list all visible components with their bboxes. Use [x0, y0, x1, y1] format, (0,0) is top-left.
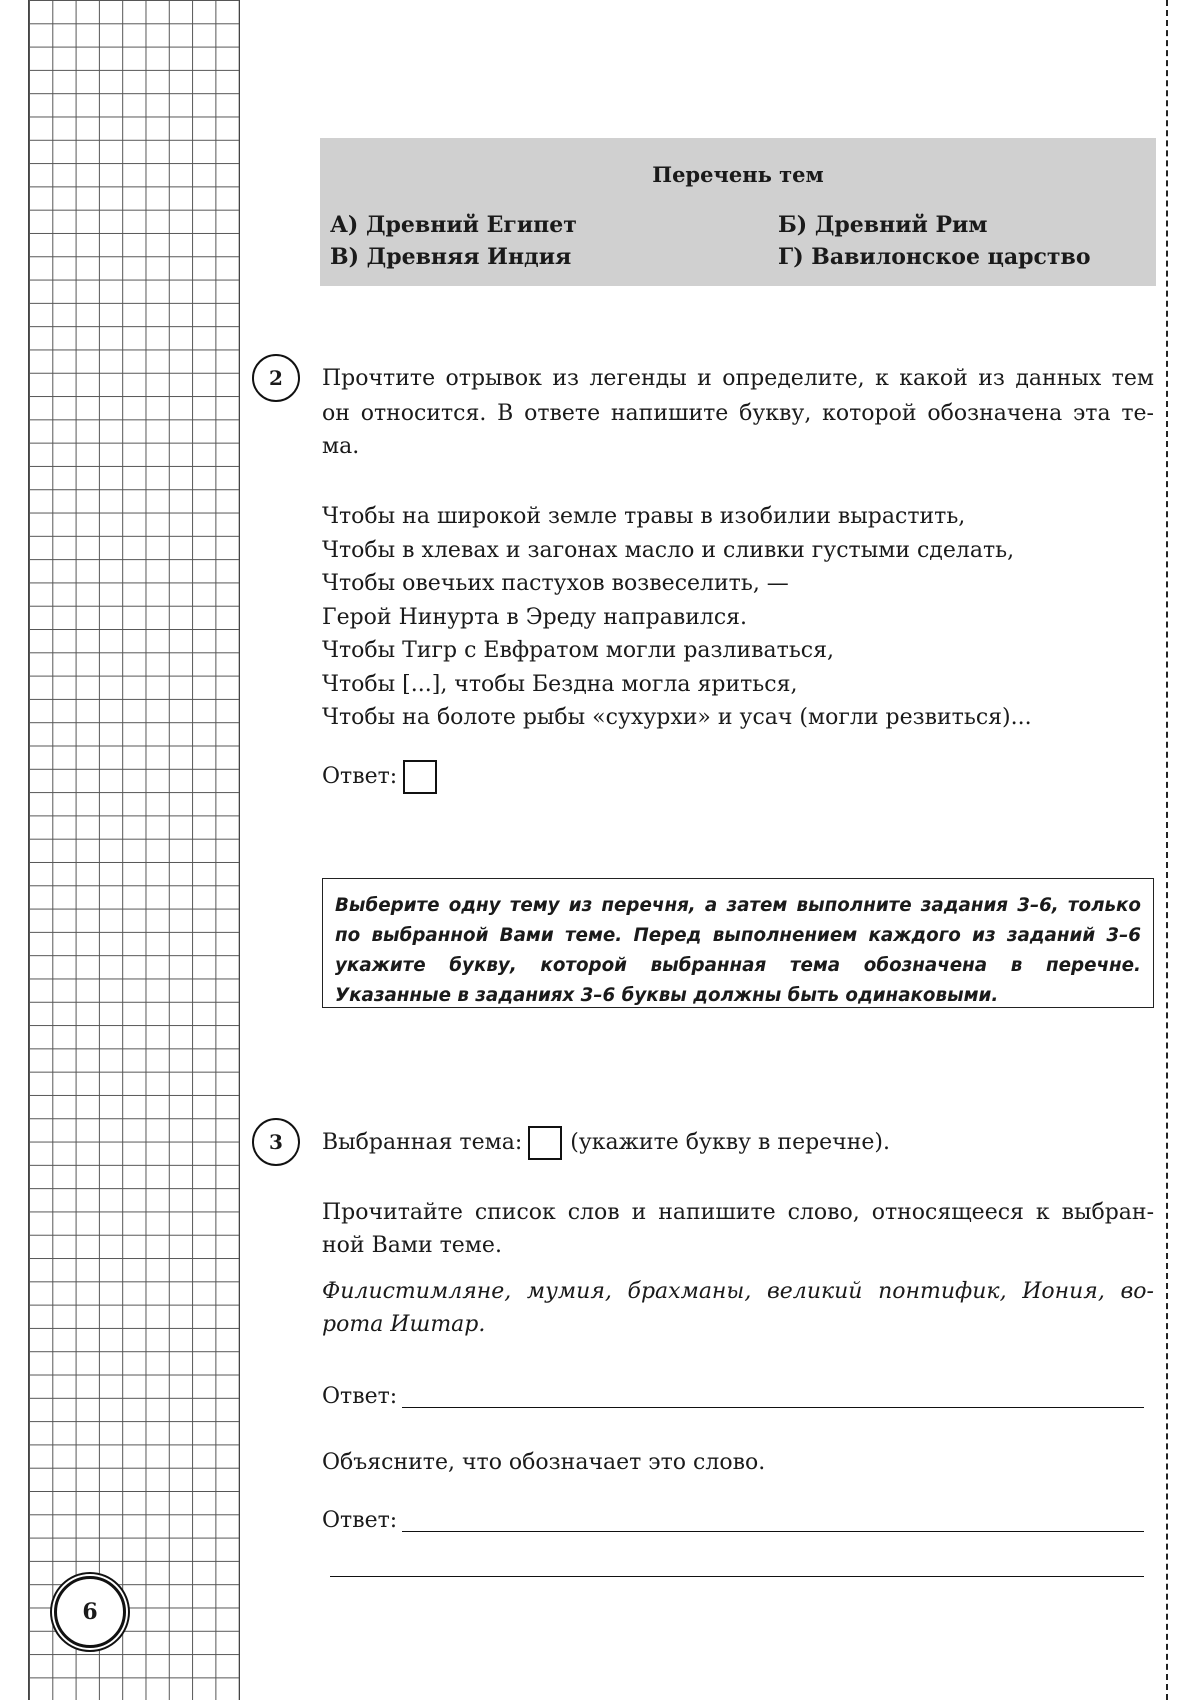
poem-line: Чтобы на болоте рыбы «сухурхи» и усач (могли резвиться)...: [322, 705, 1032, 730]
poem-line: Чтобы на широкой земле травы в изобилии вырастить,: [322, 504, 966, 529]
chosen-topic-hint: (укажите букву в перечне).: [570, 1130, 890, 1155]
poem-line: Чтобы [...], чтобы Бездна могла яриться,: [322, 671, 798, 697]
task2-answer: [322, 760, 437, 794]
grid-margin: [28, 0, 240, 1700]
answer-label: Ответ:: [322, 764, 398, 789]
task-number-2: 2: [252, 354, 300, 402]
instruction-box: Выберите одну тему из перечня, а затем выполните задания 3–6, только по выбранной Вами теме. Перед выполнением каждого из заданий 3–6 укажите букву, которой выбранная тема обозначена в перечне. Указанные в заданиях 3–6 буквы должны быть одинаковыми.: [322, 878, 1154, 1008]
chosen-topic-label: Выбранная тема:: [322, 1130, 523, 1155]
task2-prompt-line3: ма.: [322, 434, 360, 459]
topic-v: В) Древняя Индия: [330, 244, 572, 270]
explain-prompt: Объясните, что обозначает это слово.: [322, 1450, 766, 1475]
chosen-topic-box[interactable]: [528, 1126, 562, 1160]
topics-list: [320, 138, 1156, 286]
answer-line[interactable]: [402, 1407, 1144, 1408]
poem-line: Чтобы в хлевах и загонах масло и сливки густыми сделать,: [322, 537, 1015, 563]
task3-answer-label: Ответ:: [322, 1384, 398, 1409]
cut-line: [1166, 0, 1168, 1700]
poem-line: Чтобы овечьих пастухов возвеселить, —: [322, 571, 789, 596]
task3-words-line2: рота Иштар.: [322, 1312, 486, 1337]
topic-a: А) Древний Египет: [330, 212, 577, 238]
topics-title: Перечень тем: [652, 162, 824, 187]
legend-excerpt: [322, 500, 1032, 735]
topic-g: Г) Вавилонское царство: [778, 244, 1091, 270]
page-number: 6: [54, 1576, 126, 1648]
task3-prompt-line2: ной Вами теме.: [322, 1233, 502, 1258]
task3-words-line1: Филистимляне, мумия, брахманы, великий понтифик, Иония, во-: [322, 1279, 1154, 1304]
poem-line: Герой Нинурта в Эреду направился.: [322, 604, 748, 630]
task3-chosen-topic: [322, 1126, 890, 1160]
task3-prompt-line1: Прочитайте список слов и напишите слово, относящееся к выбран-: [322, 1200, 1154, 1225]
poem-line: Чтобы Тигр с Евфратом могли разливаться,: [322, 638, 835, 663]
task2-prompt-line2: он относится. В ответе напишите букву, которой обозначена эта те-: [322, 401, 1154, 426]
task2-prompt-line1: Прочтите отрывок из легенды и определите, к какой из данных тем: [322, 366, 1154, 391]
answer-line-3[interactable]: [330, 1576, 1144, 1577]
topic-b: Б) Древний Рим: [778, 212, 988, 238]
task3-answer-label-2: Ответ:: [322, 1508, 398, 1533]
answer-line-2[interactable]: [402, 1531, 1144, 1532]
task-number-3: 3: [252, 1118, 300, 1166]
answer-box[interactable]: [403, 760, 437, 794]
